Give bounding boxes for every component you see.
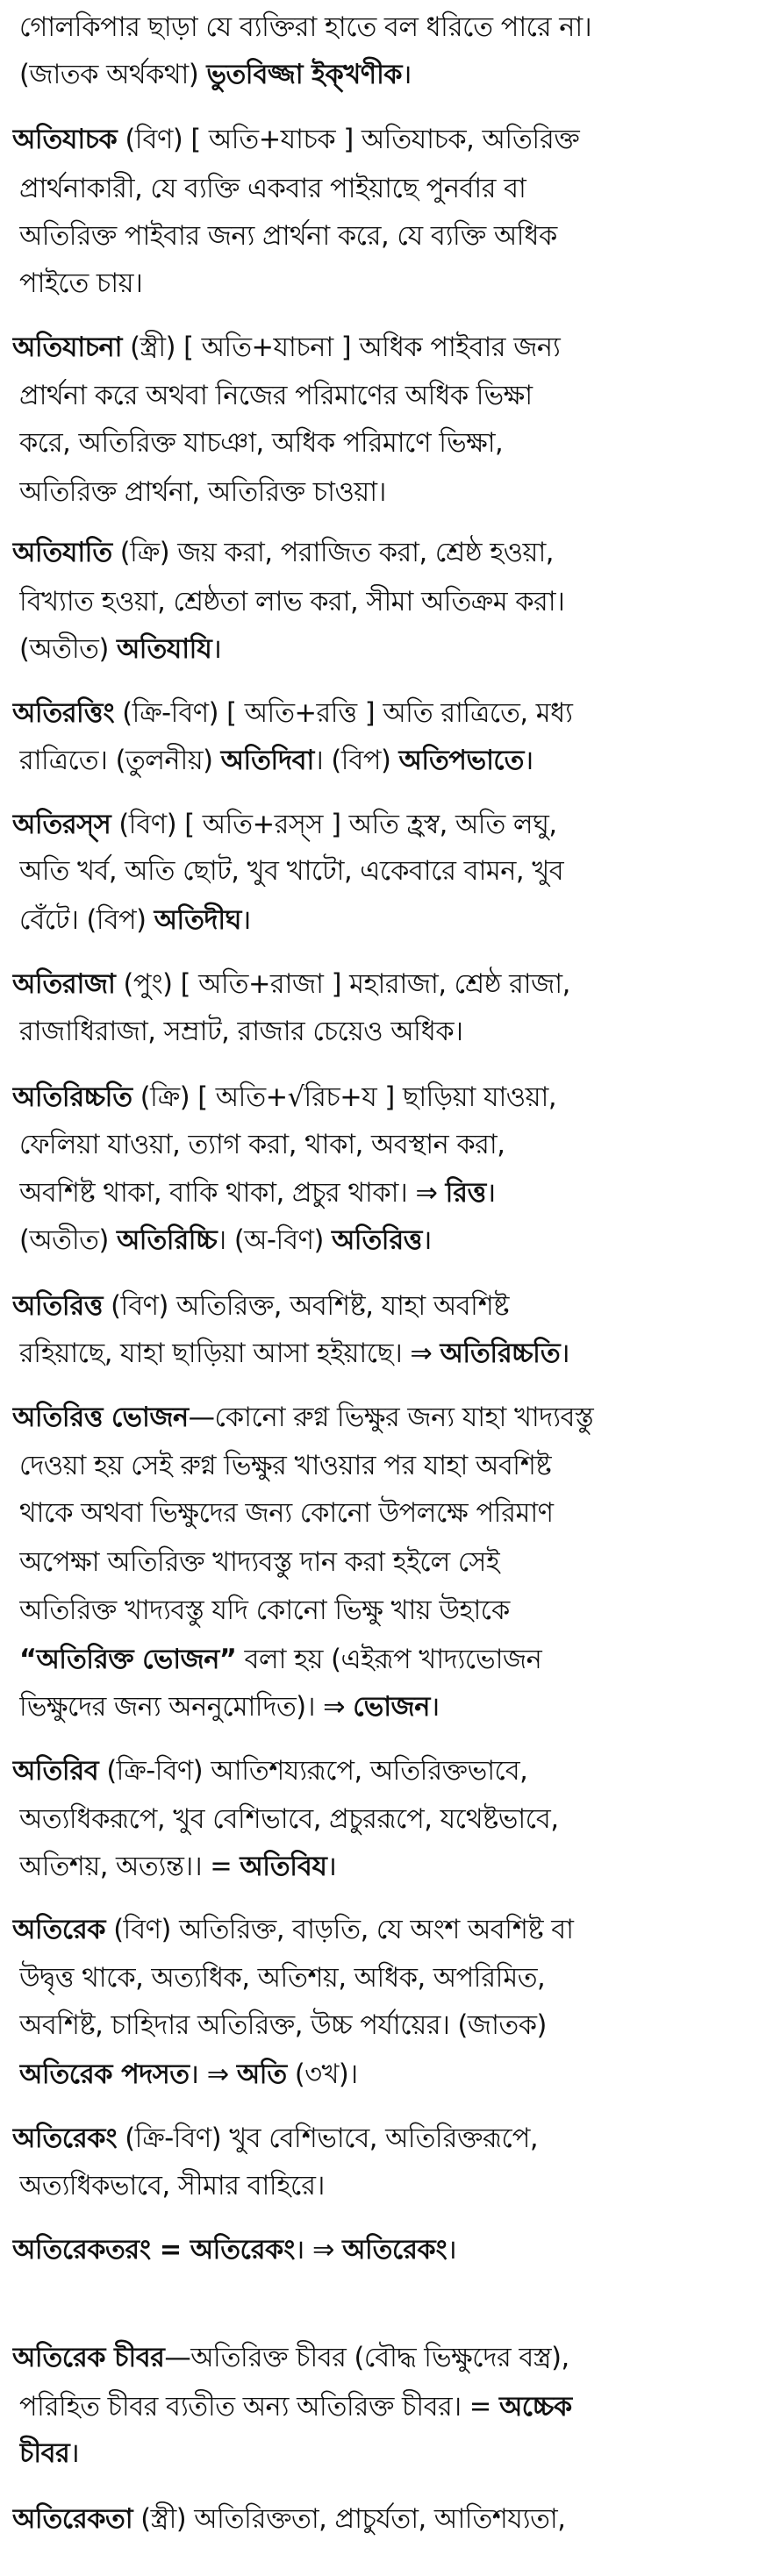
headword-bold: অতিরিত্ত	[331, 1224, 422, 1256]
entry-text-line	[19, 169, 744, 208]
definition-text: ।	[326, 1851, 337, 1882]
headword-bold: অতিরেকং	[342, 2234, 448, 2266]
headword-bold: অতিদীঘ	[154, 904, 241, 936]
definition-text: অবশিষ্ট, চাহিদার অতিরিক্ত, উচ্চ পর্যায়ের। (জাতক)	[19, 2009, 547, 2041]
definition-text: ।	[485, 1177, 496, 1209]
entry-text-line	[19, 582, 744, 621]
definition-text: । (বিপ)	[313, 745, 399, 776]
definition-text: ফেলিয়া যাওয়া, ত্যাগ করা, থাকা, অবস্থান করা,	[19, 1129, 505, 1160]
definition-text: (অতীত)	[19, 633, 117, 665]
headword-bold: রিত্ত	[445, 1177, 486, 1209]
definition-text: করে, অতিরিক্ত যাচঞা, অধিক পরিমাণে ভিক্ষা,	[19, 427, 504, 459]
definition-text: অত্যধিকরূপে, খুব বেশিভাবে, প্রচুররূপে, যথেষ্টভাবে,	[19, 1803, 559, 1835]
definition-text: বলা হয় (এইরূপ খাদ্যভোজন	[236, 1644, 542, 1675]
definition-text: ।	[402, 59, 412, 90]
definition-text: রহিয়াছে, যাহা ছাড়িয়া আসা হইয়াছে। ⇒	[19, 1338, 440, 1369]
definition-text: (ক্রি-বিণ) [ অতি+রত্তি ] অতি রাত্রিতে, মধ্য	[114, 697, 573, 729]
definition-text: গোলকিপার ছাড়া যে ব্যক্তিরা হাতে বল ধরিতে পারে না।	[19, 11, 592, 43]
entry-text-line	[19, 630, 744, 668]
entry-headword-line	[12, 1287, 744, 1325]
definition-text: অবশিষ্ট থাকা, বাকি থাকা, প্রচুর থাকা। ⇒	[19, 1177, 446, 1209]
continuation-text-line	[19, 8, 744, 46]
entry-text-line	[19, 1334, 744, 1373]
definition-text: প্রার্থনা করে অথবা নিজের পরিমাণের অধিক ভিক্ষা	[19, 380, 533, 411]
headword-bold: অচ্চেক	[498, 2391, 572, 2423]
headword-bold: অতিরিব	[12, 1755, 99, 1787]
definition-text: (বিণ) [ অতি+রস্স ] অতি হ্রস্ব, অতি লঘু,	[111, 809, 557, 840]
definition-text: ।	[240, 904, 251, 936]
definition-text: রাত্রিতে। (তুলনীয়)	[19, 745, 221, 776]
definition-text: প্রার্থনাকারী, যে ব্যক্তি একবার পাইয়াছে পুনর্বার বা	[19, 173, 526, 204]
entry-headword-line	[12, 1910, 744, 1949]
entry-headword-line	[12, 2230, 744, 2269]
headword-bold: “অতিরিক্ত ভোজন”	[19, 1644, 237, 1675]
definition-text: ।	[560, 1338, 570, 1369]
headword-bold: অতিযাতি	[12, 537, 112, 568]
definition-text: (বিণ) অতিরিক্ত, অবশিষ্ট, যাহা অবশিষ্ট	[102, 1290, 509, 1322]
entry-text-line	[19, 1543, 744, 1581]
definition-text: (বিণ) অতিরিক্ত, বাড়তি, যে অংশ অবশিষ্ট বা	[105, 1914, 574, 1945]
entry-text-line	[19, 376, 744, 415]
definition-text: ।	[447, 2234, 457, 2266]
headword-bold: চীবর	[19, 2437, 70, 2469]
entry-text-line	[19, 1012, 744, 1051]
entry-headword-line	[12, 2338, 744, 2377]
headword-bold: অতিরেকতা	[12, 2503, 133, 2535]
headword-bold: অতিরিচ্চি	[116, 1224, 218, 1256]
entry-text-line	[19, 217, 744, 255]
entry-headword-line	[12, 1752, 744, 1790]
definition-text: উদ্বৃত্ত থাকে, অত্যধিক, অতিশয়, অধিক, অপরিমিত,	[19, 1962, 546, 1994]
entry-text-line	[19, 1640, 744, 1679]
definition-text: বেঁটে। (বিপ)	[19, 904, 154, 936]
entry-headword-line	[12, 533, 744, 572]
definition-text: (ক্রি-বিণ) খুব বেশিভাবে, অতিরিক্তরূপে,	[117, 2123, 539, 2154]
headword-bold: অতিরস্স	[12, 809, 111, 840]
headword-bold: ভুতবিজ্জা ইক্খণীক	[206, 59, 403, 90]
entry-text-line	[19, 2055, 744, 2094]
headword-bold: অতিরিচ্চতি	[12, 1081, 132, 1113]
definition-text: ।	[211, 633, 222, 665]
entry-headword-line	[12, 965, 744, 1003]
definition-text: —কোনো রুগ্ন ভিক্ষুর জন্য যাহা খাদ্যবস্তু	[188, 1402, 594, 1433]
headword-bold: অতিরিত্ত	[12, 1290, 103, 1322]
definition-text: ।	[421, 1224, 432, 1256]
definition-text: অতিরিক্ত পাইবার জন্য প্রার্থনা করে, যে ব্যক্তি অধিক	[19, 220, 557, 252]
definition-text: অতিশয়, অত্যন্ত।। =	[19, 1851, 240, 1882]
entry-text-line	[19, 1125, 744, 1164]
entry-text-line	[19, 1800, 744, 1838]
headword-bold: অতিরেক	[12, 1914, 106, 1945]
headword-bold: অতিরিচ্চতি	[440, 1338, 561, 1369]
definition-text: (বিণ) [ অতি+যাচক ] অতিযাচক, অতিরিক্ত	[117, 124, 580, 155]
definition-text: (পুং) [ অতি+রাজা ] মহারাজা, শ্রেষ্ঠ রাজা,	[115, 968, 570, 1000]
entry-text-line	[19, 1221, 744, 1259]
definition-text: (অতীত)	[19, 1224, 117, 1256]
headword-bold: অতিরেক চীবর	[12, 2342, 165, 2373]
entry-headword-line	[12, 120, 744, 159]
entry-text-line	[19, 1959, 744, 1997]
entry-headword-line	[12, 2500, 744, 2538]
definition-text: অতিরিক্ত প্রার্থনা, অতিরিক্ত চাওয়া।	[19, 476, 386, 508]
definition-text: (জাতক অর্থকথা)	[19, 59, 207, 90]
entry-text-line	[19, 852, 744, 890]
entry-headword-line	[12, 328, 744, 367]
entry-text-line	[19, 1847, 744, 1886]
entry-headword-line	[12, 2119, 744, 2158]
definition-text: ।	[429, 1691, 440, 1723]
definition-text: (স্ত্রী) অতিরিক্ততা, প্রাচুর্যতা, আতিশয্যতা,	[132, 2503, 566, 2535]
headword-bold: অতিরেক পদসত	[19, 2059, 190, 2090]
definition-text: (ক্রি) জয় করা, পরাজিত করা, শ্রেষ্ঠ হওয়া,	[111, 537, 554, 568]
headword-bold: অতিদিবা	[220, 745, 314, 776]
definition-text: বিখ্যাত হওয়া, শ্রেষ্ঠতা লাভ করা, সীমা অতিক্রম করা।	[19, 586, 565, 617]
entry-headword-line	[12, 694, 744, 732]
definition-text: পাইতে চায়।	[19, 268, 143, 299]
headword-bold: অতিবিয	[240, 1851, 327, 1882]
definition-text: অত্যধিকভাবে, সীমার বাহিরে।	[19, 2170, 325, 2201]
entry-text-line	[19, 901, 744, 939]
entry-text-line	[19, 424, 744, 462]
entry-text-line	[19, 741, 744, 780]
definition-text: অতি খর্ব, অতি ছোট, খুব খাটো, একেবারে বামন, খুব	[19, 855, 564, 887]
entry-text-line	[19, 2434, 744, 2473]
entry-text-line	[19, 1688, 744, 1726]
entry-text-line	[19, 2006, 744, 2044]
entry-text-line	[19, 473, 744, 511]
entry-headword-line	[12, 1078, 744, 1117]
entry-text-line	[19, 1591, 744, 1630]
headword-bold: ভোজন	[353, 1691, 430, 1723]
definition-text: অতিরিক্ত খাদ্যবস্তু যদি কোনো ভিক্ষু খায় উহাকে	[19, 1595, 510, 1626]
definition-text: (ক্রি-বিণ) আতিশয্যরূপে, অতিরিক্তভাবে,	[98, 1755, 528, 1787]
headword-bold: অতিযাচনা	[12, 332, 122, 363]
definition-text: থাকে অথবা ভিক্ষুদের জন্য কোনো উপলক্ষে পরিমাণ	[19, 1497, 554, 1529]
entry-text-line	[19, 1446, 744, 1485]
definition-text: (৩খ)।	[286, 2059, 358, 2090]
definition-text: রাজাধিরাজা, সম্রাট, রাজার চেয়েও অধিক।	[19, 1016, 463, 1047]
continuation-text-line	[19, 55, 744, 94]
definition-text: ।	[69, 2437, 80, 2469]
definition-text: (স্ত্রী) [ অতি+যাচনা ] অধিক পাইবার জন্য	[121, 332, 561, 363]
headword-bold: অতিযাচক	[12, 124, 118, 155]
entry-text-line	[19, 1494, 744, 1532]
headword-bold: অতিরত্তিং	[12, 697, 115, 729]
headword-bold: অতিরাজা	[12, 968, 116, 1000]
entry-text-line	[19, 264, 744, 303]
definition-text: অপেক্ষা অতিরিক্ত খাদ্যবস্তু দান করা হইলে সেই	[19, 1546, 500, 1578]
headword-bold: অতি	[236, 2059, 287, 2090]
entry-text-line	[19, 2387, 744, 2426]
entry-headword-line	[12, 805, 744, 844]
headword-bold: অতিরেকতরং = অতিরেকং	[12, 2234, 295, 2266]
headword-bold: অতিরেকং	[12, 2123, 118, 2154]
headword-bold: অতিরিত্ত ভোজন	[12, 1402, 189, 1433]
definition-text: ।	[523, 745, 533, 776]
definition-text: দেওয়া হয় সেই রুগ্ন ভিক্ষুর খাওয়ার পর যাহা অবশিষ্ট	[19, 1450, 552, 1481]
entry-text-line	[19, 1174, 744, 1212]
definition-text: ভিক্ষুদের জন্য অননুমোদিত)। ⇒	[19, 1691, 354, 1723]
definition-text: । (অ-বিণ)	[217, 1224, 332, 1256]
headword-bold: অতিপভাতে	[398, 745, 524, 776]
definition-text: —অতিরিক্ত চীবর (বৌদ্ধ ভিক্ষুদের বস্ত্র),	[164, 2342, 569, 2373]
entry-text-line	[19, 2166, 744, 2205]
definition-text: । ⇒	[294, 2234, 343, 2266]
definition-text: । ⇒	[189, 2059, 237, 2090]
definition-text: পরিহিত চীবর ব্যতীত অন্য অতিরিক্ত চীবর। =	[19, 2391, 499, 2423]
definition-text: (ক্রি) [ অতি+√রিচ+য ] ছাড়িয়া যাওয়া,	[132, 1081, 557, 1113]
headword-bold: অতিযাযি	[116, 633, 212, 665]
entry-headword-line	[12, 1398, 744, 1437]
